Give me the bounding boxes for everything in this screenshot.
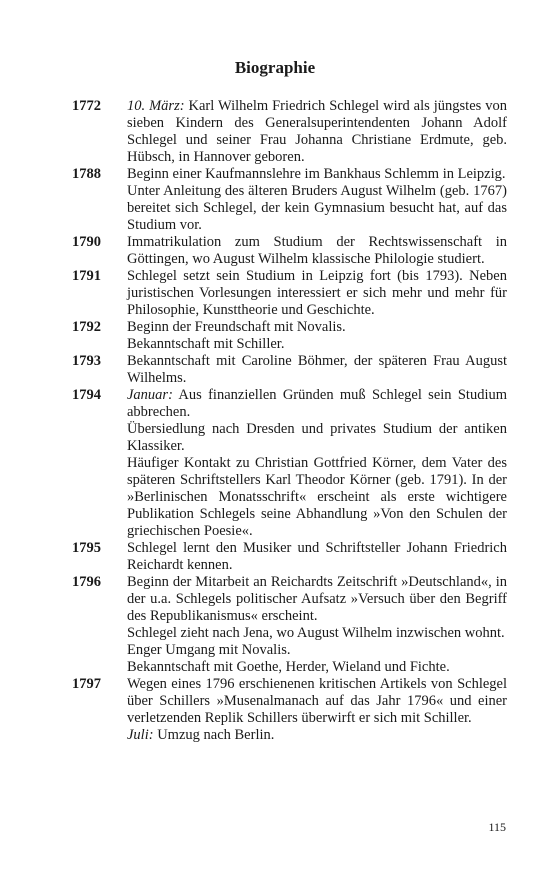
paragraph-text: Schlegel lernt den Musiker und Schriftsteller Johann Friedrich Reichardt kennen. bbox=[127, 540, 507, 573]
entry-paragraph bbox=[127, 421, 507, 455]
entry-paragraph bbox=[127, 234, 507, 268]
date-lead: Januar: bbox=[127, 387, 173, 403]
entry-year: 1797 bbox=[72, 676, 101, 692]
entry-year: 1794 bbox=[72, 387, 101, 403]
date-lead: 10. März: bbox=[127, 98, 185, 114]
entry-year: 1792 bbox=[72, 319, 101, 335]
entry-paragraph bbox=[127, 727, 507, 744]
paragraph-text: Karl Wilhelm Friedrich Schlegel wird als jüngstes von sieben Kindern des Generalsuperintendenten Johann Adolf Schlegel und seiner Frau Johanna Christiane Erdmute, geb. Hübsch, in Hannover geboren. bbox=[127, 98, 507, 165]
timeline-entry-1772 bbox=[0, 98, 550, 166]
entry-text bbox=[127, 166, 507, 234]
entry-paragraph bbox=[127, 353, 507, 387]
timeline-entry-1793 bbox=[0, 353, 550, 387]
biography-timeline bbox=[0, 98, 550, 744]
entry-paragraph bbox=[127, 676, 507, 727]
entry-paragraph bbox=[127, 574, 507, 625]
timeline-entry-1797 bbox=[0, 676, 550, 744]
entry-paragraph bbox=[127, 336, 507, 353]
entry-paragraph bbox=[127, 387, 507, 421]
entry-paragraph bbox=[127, 625, 507, 642]
paragraph-text: Bekanntschaft mit Schiller. bbox=[127, 336, 285, 352]
paragraph-text: Umzug nach Berlin. bbox=[153, 727, 275, 743]
paragraph-text: Enger Umgang mit Novalis. bbox=[127, 642, 291, 658]
entry-text bbox=[127, 234, 507, 268]
entry-paragraph bbox=[127, 659, 507, 676]
paragraph-text: Wegen eines 1796 erschienenen kritischen Artikels von Schlegel über Schillers »Musenalmanach auf das Jahr 1796« und einer verletzenden Replik Schillers überwirft er sich mit Schiller. bbox=[127, 676, 507, 726]
entry-paragraph bbox=[127, 642, 507, 659]
entry-year: 1795 bbox=[72, 540, 101, 556]
timeline-entry-1796 bbox=[0, 574, 550, 676]
paragraph-text: Bekanntschaft mit Goethe, Herder, Wieland und Fichte. bbox=[127, 659, 450, 675]
paragraph-text: Beginn der Freundschaft mit Novalis. bbox=[127, 319, 346, 335]
paragraph-text: Unter Anleitung des älteren Bruders August Wilhelm (geb. 1767) bereitet sich Schlegel, der kein Gymnasium besucht hat, auf das Studium vor. bbox=[127, 183, 507, 233]
entry-paragraph bbox=[127, 183, 507, 234]
timeline-entry-1792 bbox=[0, 319, 550, 353]
entry-paragraph bbox=[127, 540, 507, 574]
paragraph-text: Häufiger Kontakt zu Christian Gottfried Körner, dem Vater des späteren Schriftstellers Karl Theodor Körner (geb. 1791). In der »Berlinischen Monatsschrift« erscheint als erste wichtigere Publikation Schlegels seine Abhandlung »Von den Schulen der griechischen Poesie«. bbox=[127, 455, 507, 539]
entry-text bbox=[127, 676, 507, 744]
entry-text bbox=[127, 574, 507, 676]
paragraph-text: Aus finanziellen Gründen muß Schlegel sein Studium abbrechen. bbox=[127, 387, 507, 420]
timeline-entry-1788 bbox=[0, 166, 550, 234]
entry-paragraph bbox=[127, 319, 507, 336]
entry-paragraph bbox=[127, 98, 507, 166]
paragraph-text: Schlegel zieht nach Jena, wo August Wilhelm inzwischen wohnt. bbox=[127, 625, 505, 641]
timeline-entry-1794 bbox=[0, 387, 550, 540]
page-title: Biographie bbox=[234, 58, 316, 77]
page-number: 115 bbox=[488, 820, 506, 834]
entry-paragraph bbox=[127, 166, 507, 183]
entry-text bbox=[127, 540, 507, 574]
entry-text bbox=[127, 268, 507, 319]
timeline-entry-1795 bbox=[0, 540, 550, 574]
entry-year: 1790 bbox=[72, 234, 101, 250]
entry-paragraph bbox=[127, 268, 507, 319]
entry-text bbox=[127, 387, 507, 540]
entry-paragraph bbox=[127, 455, 507, 540]
entry-year: 1772 bbox=[72, 98, 101, 114]
paragraph-text: Schlegel setzt sein Studium in Leipzig fort (bis 1793). Neben juristischen Vorlesungen interessiert er sich mehr und mehr für Philosophie, Kunsttheorie und Geschichte. bbox=[127, 268, 507, 318]
timeline-entry-1791 bbox=[0, 268, 550, 319]
entry-year: 1788 bbox=[72, 166, 101, 182]
entry-text bbox=[127, 98, 507, 166]
paragraph-text: Bekanntschaft mit Caroline Böhmer, der späteren Frau August Wilhelms. bbox=[127, 353, 507, 386]
timeline-entry-1790 bbox=[0, 234, 550, 268]
entry-year: 1796 bbox=[72, 574, 101, 590]
entry-year: 1793 bbox=[72, 353, 101, 369]
entry-text bbox=[127, 353, 507, 387]
entry-text bbox=[127, 319, 507, 353]
paragraph-text: Beginn einer Kaufmannslehre im Bankhaus Schlemm in Leipzig. bbox=[127, 166, 506, 182]
paragraph-text: Beginn der Mitarbeit an Reichardts Zeitschrift »Deutschland«, in der u.a. Schlegels politischer Aufsatz »Versuch über den Begriff des Republikanismus« erscheint. bbox=[127, 574, 507, 624]
paragraph-text: Immatrikulation zum Studium der Rechtswissenschaft in Göttingen, wo August Wilhelm klassische Philologie studiert. bbox=[127, 234, 507, 267]
date-lead: Juli: bbox=[127, 727, 154, 743]
entry-year: 1791 bbox=[72, 268, 101, 284]
paragraph-text: Übersiedlung nach Dresden und privates Studium der antiken Klassiker. bbox=[127, 421, 507, 454]
